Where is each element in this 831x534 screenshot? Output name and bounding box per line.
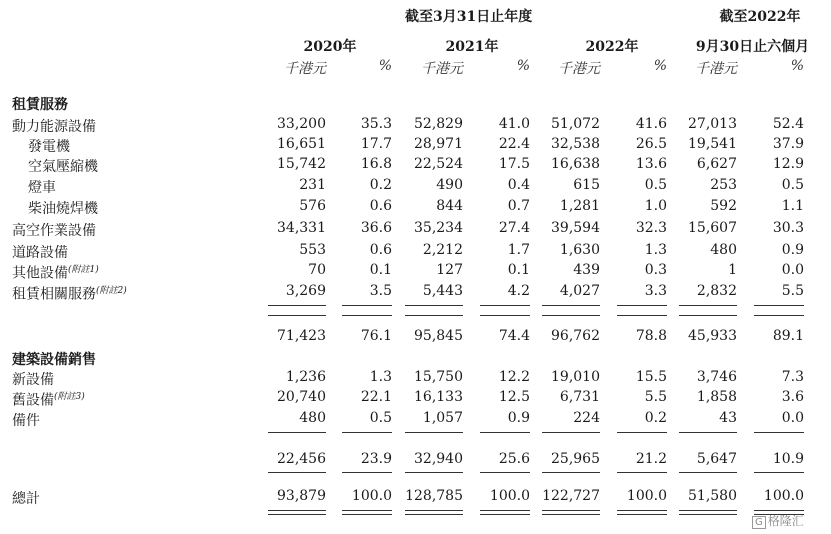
percent-cell: 4.2 (507, 283, 530, 299)
row-label-text: 舊設備 (12, 392, 54, 409)
amount-cell: 5,443 (422, 283, 463, 299)
row-label-text: 燈車 (28, 180, 56, 196)
amount-cell: 19,541 (688, 136, 737, 152)
amount-cell: 592 (710, 198, 737, 214)
subtotal-rule (405, 432, 463, 433)
amount-cell: 22,456 (277, 451, 326, 467)
total-double-rule (480, 510, 530, 511)
percent-cell: 37.9 (772, 136, 804, 152)
percent-cell: 1.7 (507, 242, 530, 258)
interim-title-line2: 9月30日止六個月 (695, 39, 810, 55)
section-rental-title: 租賃服務 (12, 97, 68, 113)
subtotal-rule (617, 472, 667, 473)
subtotal-rule (542, 472, 600, 473)
amount-cell: 1,630 (559, 242, 600, 258)
subtotal-rule (679, 472, 737, 473)
total-double-rule (679, 514, 737, 515)
percent-cell: 0.6 (369, 198, 392, 214)
amount-cell: 127 (436, 262, 463, 278)
percent-cell: 0.1 (369, 262, 392, 278)
percent-cell: 13.6 (635, 156, 667, 172)
subtotal-rule (754, 315, 804, 316)
amount-cell: 1,858 (696, 389, 737, 405)
subtotal-rule (617, 315, 667, 316)
percent-cell: 10.9 (772, 451, 804, 467)
subtotal-rule (268, 305, 326, 306)
row-label-text: 租賃相關服務 (12, 286, 96, 303)
percent-cell: 100.0 (763, 488, 804, 504)
amount-cell: 576 (299, 198, 326, 214)
subtotal-rule (617, 432, 667, 433)
amount-cell: 490 (436, 177, 463, 193)
amount-cell: 480 (710, 242, 737, 258)
percent-cell: 52.4 (772, 116, 804, 132)
amount-cell: 52,829 (414, 116, 463, 132)
unit-amount-2020: 千港元 (284, 61, 326, 77)
amount-cell: 33,200 (277, 116, 326, 132)
percent-cell: 0.1 (507, 262, 530, 278)
percent-cell: 0.4 (507, 177, 530, 193)
percent-cell: 5.5 (781, 283, 804, 299)
row-label (12, 488, 40, 508)
subtotal-rule (342, 432, 392, 433)
percent-cell: 1.3 (369, 369, 392, 385)
percent-cell: 0.9 (507, 410, 530, 426)
percent-cell: 23.9 (360, 451, 392, 467)
amount-cell: 224 (573, 410, 600, 426)
amount-cell: 32,940 (414, 451, 463, 467)
total-double-rule (268, 514, 326, 515)
percent-cell: 17.5 (498, 156, 530, 172)
row-label (28, 177, 56, 197)
row-label (28, 136, 70, 156)
subtotal-rule (405, 315, 463, 316)
percent-cell: 21.2 (635, 451, 667, 467)
subtotal-rule (754, 432, 804, 433)
row-label (12, 242, 68, 262)
year-2022: 2022年 (585, 39, 639, 55)
percent-cell: 17.7 (360, 136, 392, 152)
row-footnote-ref: (附註3) (54, 392, 85, 402)
percent-cell: 12.9 (772, 156, 804, 172)
percent-cell: 1.1 (781, 198, 804, 214)
percent-cell: 41.0 (498, 116, 530, 132)
percent-cell: 0.5 (644, 177, 667, 193)
row-label-text: 道路設備 (12, 245, 68, 261)
amount-cell: 122,727 (542, 488, 600, 504)
row-label (12, 116, 96, 136)
percent-cell: 0.2 (369, 177, 392, 193)
percent-cell: 0.5 (781, 177, 804, 193)
amount-cell: 253 (710, 177, 737, 193)
subtotal-rule (542, 305, 600, 306)
amount-cell: 34,331 (277, 220, 326, 236)
amount-cell: 70 (308, 262, 326, 278)
percent-cell: 25.6 (498, 451, 530, 467)
amount-cell: 615 (573, 177, 600, 193)
percent-cell: 30.3 (772, 220, 804, 236)
percent-cell: 22.4 (498, 136, 530, 152)
row-label (28, 156, 98, 176)
subtotal-rule (542, 432, 600, 433)
total-double-rule (617, 510, 667, 511)
amount-cell: 93,879 (277, 488, 326, 504)
percent-cell: 0.0 (781, 262, 804, 278)
unit-pct-2021: % (516, 58, 530, 74)
percent-cell: 0.9 (781, 242, 804, 258)
section-sales-title: 建築設備銷售 (12, 352, 96, 368)
row-label-text: 空氣壓縮機 (28, 159, 98, 175)
total-double-rule (405, 510, 463, 511)
amount-cell: 16,651 (277, 136, 326, 152)
year-2021: 2021年 (445, 39, 499, 55)
watermark-logo-icon: G (752, 516, 766, 529)
row-label (12, 283, 127, 304)
subtotal-rule (679, 315, 737, 316)
amount-cell: 128,785 (405, 488, 463, 504)
amount-cell: 16,133 (414, 389, 463, 405)
subtotal-rule (405, 305, 463, 306)
row-label (12, 389, 85, 410)
percent-cell: 3.6 (781, 389, 804, 405)
amount-cell: 1,281 (559, 198, 600, 214)
percent-cell: 41.6 (635, 116, 667, 132)
subtotal-rule (268, 472, 326, 473)
percent-cell: 26.5 (635, 136, 667, 152)
subtotal-rule (480, 472, 530, 473)
row-label-text: 新設備 (12, 372, 54, 388)
row-label (12, 369, 54, 389)
unit-amount-interim: 千港元 (695, 61, 737, 77)
percent-cell: 100.0 (626, 488, 667, 504)
total-double-rule (617, 514, 667, 515)
subtotal-rule (405, 472, 463, 473)
amount-cell: 480 (299, 410, 326, 426)
percent-cell: 0.2 (644, 410, 667, 426)
row-label-text: 發電機 (28, 139, 70, 155)
percent-cell: 100.0 (489, 488, 530, 504)
percent-cell: 76.1 (360, 328, 392, 344)
amount-cell: 15,742 (277, 156, 326, 172)
amount-cell: 28,971 (414, 136, 463, 152)
subtotal-rule (542, 315, 600, 316)
watermark-text: 格隆汇 (767, 514, 804, 528)
percent-cell: 27.4 (498, 220, 530, 236)
unit-pct-2020: % (378, 58, 392, 74)
total-double-rule (342, 510, 392, 511)
amount-cell: 25,965 (551, 451, 600, 467)
amount-cell: 1 (728, 262, 737, 278)
percent-cell: 12.2 (498, 369, 530, 385)
amount-cell: 2,212 (422, 242, 463, 258)
subtotal-rule (679, 305, 737, 306)
subtotal-rule (480, 315, 530, 316)
year-2020: 2020年 (303, 39, 357, 55)
amount-cell: 553 (299, 242, 326, 258)
amount-cell: 71,423 (277, 328, 326, 344)
percent-cell: 16.8 (360, 156, 392, 172)
amount-cell: 45,933 (688, 328, 737, 344)
amount-cell: 22,524 (414, 156, 463, 172)
amount-cell: 1,236 (285, 369, 326, 385)
percent-cell: 100.0 (351, 488, 392, 504)
unit-pct-interim: % (790, 58, 804, 74)
amount-cell: 15,750 (414, 369, 463, 385)
percent-cell: 7.3 (781, 369, 804, 385)
subtotal-rule (617, 305, 667, 306)
percent-cell: 3.5 (369, 283, 392, 299)
amount-cell: 3,746 (696, 369, 737, 385)
total-double-rule (542, 514, 600, 515)
unit-amount-2021: 千港元 (421, 61, 463, 77)
total-double-rule (754, 510, 804, 511)
amount-cell: 43 (719, 410, 737, 426)
amount-cell: 231 (299, 177, 326, 193)
percent-cell: 1.0 (644, 198, 667, 214)
row-label-text: 動力能源設備 (12, 119, 96, 135)
unit-amount-2022: 千港元 (558, 61, 600, 77)
total-double-rule (268, 510, 326, 511)
amount-cell: 1,057 (422, 410, 463, 426)
row-label-text: 其他設備 (12, 265, 68, 282)
percent-cell: 1.3 (644, 242, 667, 258)
subtotal-rule (342, 305, 392, 306)
percent-cell: 12.5 (498, 389, 530, 405)
row-label (28, 198, 98, 218)
percent-cell: 5.5 (644, 389, 667, 405)
amount-cell: 15,607 (688, 220, 737, 236)
percent-cell: 74.4 (498, 328, 530, 344)
interim-title-line1: 截至2022年 (719, 9, 801, 25)
total-double-rule (679, 510, 737, 511)
amount-cell: 6,627 (696, 156, 737, 172)
period-title: 截至3月31日止年度 (405, 9, 533, 25)
percent-cell: 35.3 (360, 116, 392, 132)
subtotal-rule (342, 315, 392, 316)
percent-cell: 0.5 (369, 410, 392, 426)
amount-cell: 20,740 (277, 389, 326, 405)
amount-cell: 32,538 (551, 136, 600, 152)
subtotal-rule (480, 432, 530, 433)
amount-cell: 5,647 (696, 451, 737, 467)
subtotal-rule (754, 305, 804, 306)
amount-cell: 96,762 (551, 328, 600, 344)
amount-cell: 2,832 (696, 283, 737, 299)
amount-cell: 35,234 (414, 220, 463, 236)
amount-cell: 439 (573, 262, 600, 278)
row-footnote-ref: (附註1) (68, 265, 99, 275)
amount-cell: 3,269 (285, 283, 326, 299)
amount-cell: 4,027 (559, 283, 600, 299)
subtotal-rule (268, 315, 326, 316)
row-label (12, 220, 96, 240)
percent-cell: 0.6 (369, 242, 392, 258)
percent-cell: 0.3 (644, 262, 667, 278)
unit-pct-2022: % (653, 58, 667, 74)
percent-cell: 0.0 (781, 410, 804, 426)
subtotal-rule (679, 432, 737, 433)
row-label-text: 高空作業設備 (12, 223, 96, 239)
row-label (12, 410, 40, 430)
amount-cell: 27,013 (688, 116, 737, 132)
row-label-text: 柴油燒焊機 (28, 201, 98, 217)
subtotal-rule (754, 472, 804, 473)
subtotal-rule (480, 305, 530, 306)
row-label-text: 總計 (12, 491, 40, 507)
percent-cell: 3.3 (644, 283, 667, 299)
percent-cell: 36.6 (360, 220, 392, 236)
percent-cell: 32.3 (635, 220, 667, 236)
amount-cell: 6,731 (559, 389, 600, 405)
percent-cell: 78.8 (635, 328, 667, 344)
total-double-rule (480, 514, 530, 515)
percent-cell: 15.5 (635, 369, 667, 385)
amount-cell: 51,580 (688, 488, 737, 504)
row-label (12, 262, 99, 283)
amount-cell: 844 (436, 198, 463, 214)
amount-cell: 95,845 (414, 328, 463, 344)
amount-cell: 51,072 (551, 116, 600, 132)
total-double-rule (542, 510, 600, 511)
percent-cell: 22.1 (360, 389, 392, 405)
amount-cell: 16,638 (551, 156, 600, 172)
subtotal-rule (342, 472, 392, 473)
amount-cell: 19,010 (551, 369, 600, 385)
percent-cell: 0.7 (507, 198, 530, 214)
total-double-rule (342, 514, 392, 515)
watermark (752, 512, 804, 529)
subtotal-rule (268, 432, 326, 433)
row-label-text: 備件 (12, 413, 40, 429)
row-footnote-ref: (附註2) (96, 286, 127, 296)
amount-cell: 39,594 (551, 220, 600, 236)
percent-cell: 89.1 (772, 328, 804, 344)
total-double-rule (405, 514, 463, 515)
